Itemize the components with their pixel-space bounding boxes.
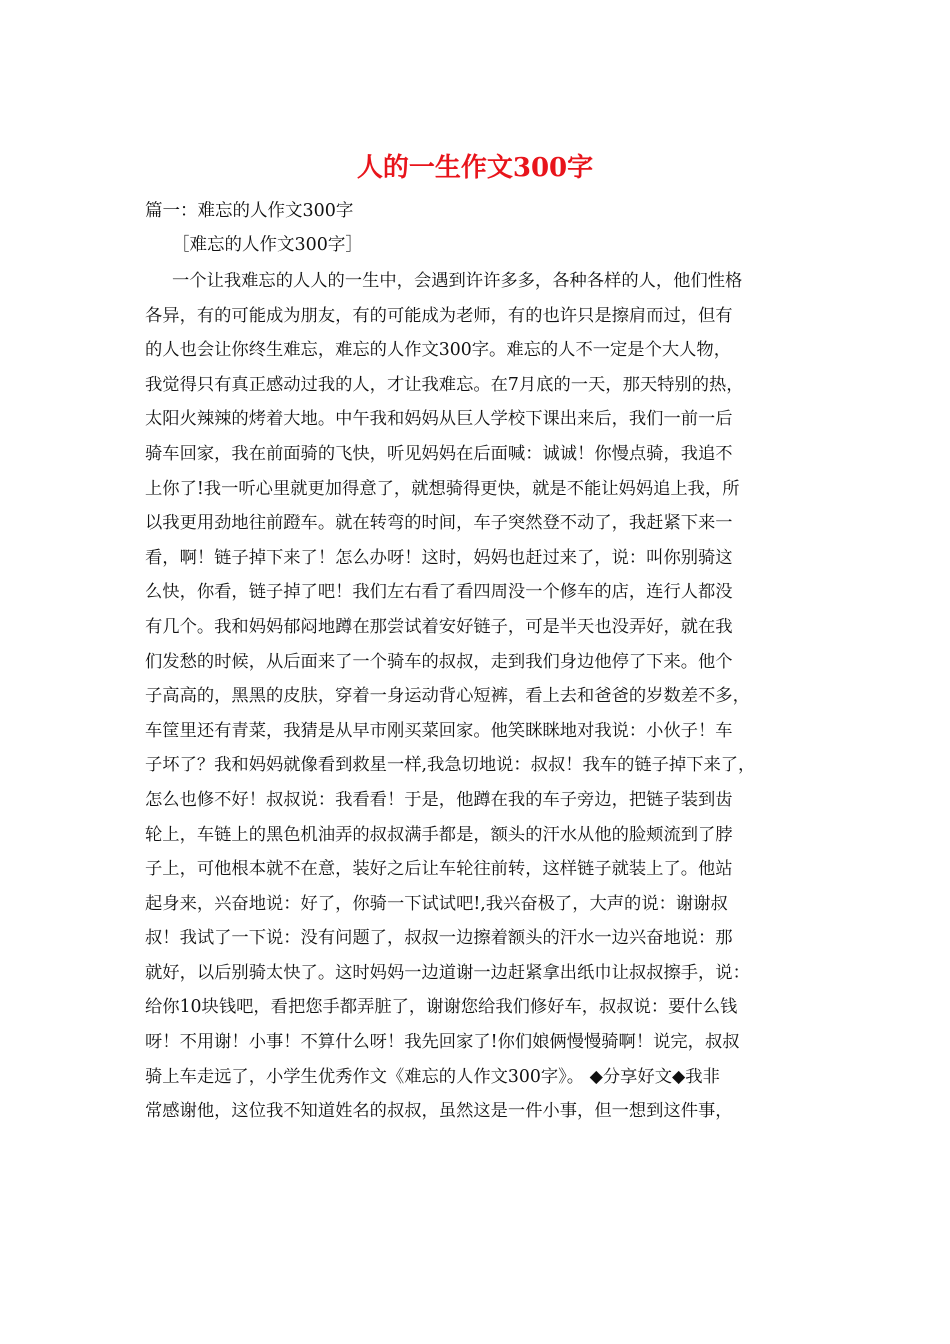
body-line: 子坏了？我和妈妈就像看到救星一样,我急切地说：叔叔！我车的链子掉下来了， — [145, 755, 756, 776]
body-line: 常感谢他，这位我不知道姓名的叔叔，虽然这是一件小事，但一想到这件事， — [145, 1101, 733, 1122]
body-line: 给你10块钱吧，看把您手都弄脏了，谢谢您给我们修好车，叔叔说：要什么钱 — [145, 997, 738, 1018]
body-line: 车筐里还有青菜，我猜是从早市刚买菜回家。他笑眯眯地对我说：小伙子！车 — [145, 720, 733, 741]
body-line: 子上，可他根本就不在意，装好之后让车轮往前转，这样链子就装上了。他站 — [145, 859, 733, 880]
body-line: 各异，有的可能成为朋友，有的可能成为老师，有的也许只是擦肩而过，但有 — [145, 305, 733, 326]
body-line: 子高高的，黑黑的皮肤，穿着一身运动背心短裤，看上去和爸爸的岁数差不多， — [145, 686, 750, 707]
body-line: 就好，以后别骑太快了。这时妈妈一边道谢一边赶紧拿出纸巾让叔叔擦手，说： — [145, 962, 750, 983]
body-line: 轮上，车链上的黑色机油弄的叔叔满手都是，额头的汗水从他的脸颊流到了脖 — [145, 824, 733, 845]
section-heading: 篇一：难忘的人作文300字 — [145, 201, 354, 221]
body-line: 怎么也修不好！叔叔说：我看看！于是，他蹲在我的车子旁边，把链子装到齿 — [145, 789, 733, 810]
body-line: 一个让我难忘的人人的一生中，会遇到许许多多，各种各样的人，他们性格 — [172, 271, 743, 291]
body-line: 我觉得只有真正感动过我的人，才让我难忘。在7月底的一天，那天特别的热， — [145, 374, 744, 395]
body-line: 的人也会让你终生难忘，难忘的人作文300字。难忘的人不一定是个大人物， — [145, 340, 731, 361]
body-line: 们发愁的时候，从后面来了一个骑车的叔叔，走到我们身边他停了下来。他个 — [145, 651, 733, 672]
document-title: 人的一生作文300字 — [356, 153, 594, 183]
body-line: 看，啊！链子掉下来了！怎么办呀！这时，妈妈也赶过来了，说：叫你别骑这 — [145, 547, 733, 568]
body-line: 有几个。我和妈妈郁闷地蹲在那尝试着安好链子，可是半天也没弄好，就在我 — [145, 616, 733, 637]
sub-heading: ［难忘的人作文300字］ — [172, 235, 363, 255]
body-line: 上你了!我一听心里就更加得意了，就想骑得更快，就是不能让妈妈追上我，所 — [145, 478, 740, 499]
body-line: 起身来，兴奋地说：好了，你骑一下试试吧!,我兴奋极了，大声的说：谢谢叔 — [145, 893, 728, 914]
body-text — [145, 266, 815, 1131]
body-line: 骑车回家，我在前面骑的飞快，听见妈妈在后面喊：诚诚！你慢点骑，我追不 — [145, 443, 733, 464]
body-line: 呀！不用谢！小事！不算什么呀！我先回家了!你们娘俩慢慢骑啊！说完，叔叔 — [145, 1032, 740, 1053]
body-line: 以我更用劲地往前蹬车。就在转弯的时间，车子突然登不动了，我赶紧下来一 — [145, 513, 733, 534]
body-line: 么快，你看，链子掉了吧！我们左右看了看四周没一个修车的店，连行人都没 — [145, 582, 733, 603]
body-line: 太阳火辣辣的烤着大地。中午我和妈妈从巨人学校下课出来后，我们一前一后 — [145, 409, 733, 430]
body-line: 骑上车走远了，小学生优秀作文《难忘的人作文300字》。 ◆分享好文◆我非 — [145, 1066, 720, 1087]
body-line: 叔！我试了一下说：没有问题了，叔叔一边擦着额头的汗水一边兴奋地说：那 — [145, 928, 733, 949]
